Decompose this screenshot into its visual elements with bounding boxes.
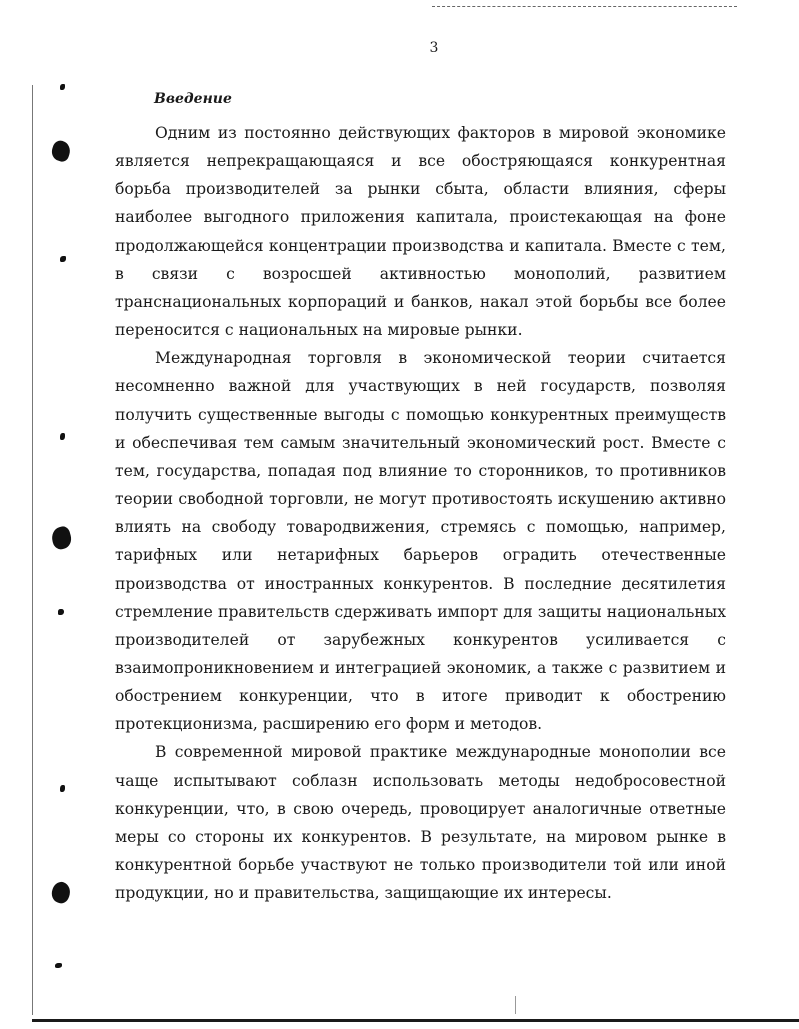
binding-hole-mark <box>60 433 65 440</box>
paragraph: Одним из постоянно действующих факторов в мировой экономике является непрекращающаяся и все обостряющаяся конкурентная борьба производителей за рынки сбыта, области влияния, сферы наиболее выгодного приложения капитала, проистекающая на фоне продолжающейся концентрации производства и капитала. Вместе с тем, в связи с возросшей активностью монополий, развитием транснациональных корпораций и банков, накал этой борьбы все более переносится с национальных на мировые рынки. <box>115 124 726 340</box>
binding-hole-mark <box>49 525 73 551</box>
paragraph: В современной мировой практике международные монополии все чаще испытывают соблазн использовать методы недобросовестной конкуренции, что, в свою очередь, провоцирует аналогичные ответные меры со стороны их конкурентов. В результате, на мировом рынке в конкурентной борьбе участвуют не только производители той или иной продукции, но и правительства, защищающие их интересы. <box>115 743 726 903</box>
page-number: 3 <box>429 40 439 56</box>
binding-edge-line <box>32 85 33 1015</box>
scan-artifact-tick <box>515 996 516 1014</box>
section-heading: Введение <box>154 91 232 107</box>
binding-hole-mark <box>58 609 64 615</box>
binding-hole-mark <box>60 785 65 792</box>
binding-hole-mark <box>55 963 62 968</box>
binding-hole-mark <box>49 139 72 164</box>
paragraph: Международная торговля в экономической теории считается несомненно важной для участвующих в ней государств, позволяя получить существенные выгоды с помощью конкурентных преимуществ и обеспечивая тем самым значительный экономический рост. Вместе с тем, государства, попадая под влияние то сторонников, то противников теории свободной торговли, не могут противостоять искушению активно влиять на свободу товародвижения, стремясь с помощью, например, тарифных или нетарифных барьеров оградить отечественные производства от иностранных конкурентов. В последние десятилетия стремление правительств сдерживать импорт для защиты национальных производителей от зарубежных конкурентов усиливается с взаимопроникновением и интеграцией экономик, а также с развитием и обострением конкуренции, что в итоге приводит к обострению протекционизма, расширению его форм и методов. <box>115 349 726 734</box>
scan-bottom-edge <box>32 1019 799 1022</box>
binding-hole-mark <box>60 256 66 262</box>
binding-hole-mark <box>49 880 73 906</box>
scan-top-edge-dash <box>432 6 737 7</box>
binding-hole-mark <box>60 84 65 90</box>
body-text <box>115 119 726 907</box>
